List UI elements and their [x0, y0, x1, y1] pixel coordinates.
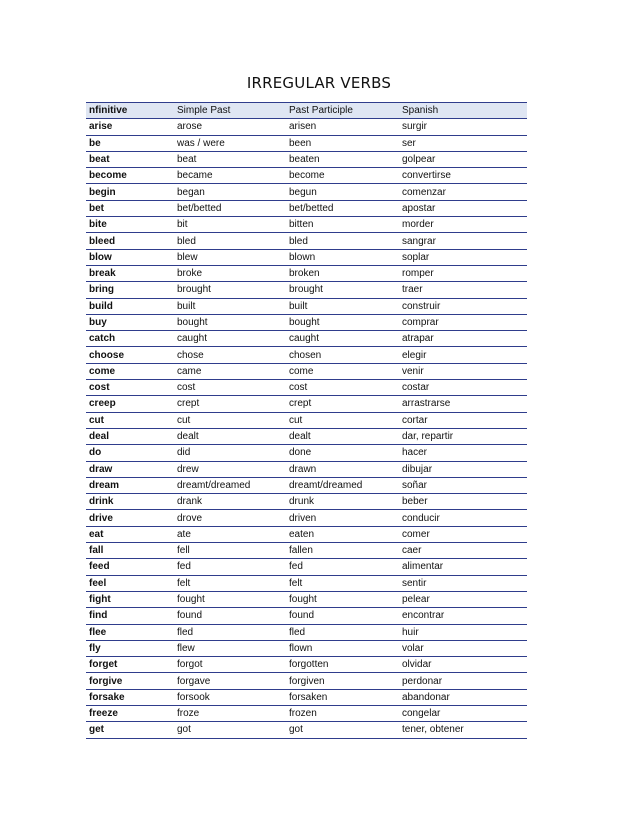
table-row	[86, 331, 527, 347]
cell-past-participle: done	[286, 445, 399, 461]
cell-spanish: sentir	[399, 575, 527, 591]
table-row	[86, 559, 527, 575]
cell-past-participle: blown	[286, 249, 399, 265]
cell-infinitive: break	[86, 265, 174, 281]
table-row	[86, 314, 527, 330]
cell-past-participle: fought	[286, 591, 399, 607]
cell-simple-past: drank	[174, 494, 286, 510]
cell-infinitive: drink	[86, 494, 174, 510]
cell-infinitive: become	[86, 168, 174, 184]
cell-spanish: hacer	[399, 445, 527, 461]
table-row	[86, 640, 527, 656]
header-past-participle: Past Participle	[286, 103, 399, 119]
cell-past-participle: dreamt/dreamed	[286, 477, 399, 493]
cell-infinitive: build	[86, 298, 174, 314]
cell-past-participle: arisen	[286, 119, 399, 135]
cell-spanish: congelar	[399, 705, 527, 721]
header-simple-past: Simple Past	[174, 103, 286, 119]
cell-infinitive: come	[86, 363, 174, 379]
cell-infinitive: catch	[86, 331, 174, 347]
cell-simple-past: fell	[174, 543, 286, 559]
cell-spanish: cortar	[399, 412, 527, 428]
cell-infinitive: forsake	[86, 689, 174, 705]
cell-infinitive: be	[86, 135, 174, 151]
cell-past-participle: broken	[286, 265, 399, 281]
cell-simple-past: ate	[174, 526, 286, 542]
cell-spanish: surgir	[399, 119, 527, 135]
header-spanish: Spanish	[399, 103, 527, 119]
table-row	[86, 624, 527, 640]
cell-past-participle: cut	[286, 412, 399, 428]
cell-simple-past: dreamt/dreamed	[174, 477, 286, 493]
cell-simple-past: flew	[174, 640, 286, 656]
cell-infinitive: freeze	[86, 705, 174, 721]
table-row	[86, 526, 527, 542]
cell-simple-past: cost	[174, 380, 286, 396]
table-row	[86, 608, 527, 624]
cell-spanish: golpear	[399, 151, 527, 167]
cell-spanish: caer	[399, 543, 527, 559]
cell-infinitive: get	[86, 722, 174, 738]
cell-spanish: ser	[399, 135, 527, 151]
cell-spanish: huir	[399, 624, 527, 640]
cell-infinitive: fly	[86, 640, 174, 656]
cell-infinitive: blow	[86, 249, 174, 265]
cell-simple-past: began	[174, 184, 286, 200]
cell-past-participle: bitten	[286, 217, 399, 233]
cell-spanish: costar	[399, 380, 527, 396]
cell-simple-past: fled	[174, 624, 286, 640]
cell-past-participle: beaten	[286, 151, 399, 167]
cell-past-participle: crept	[286, 396, 399, 412]
cell-spanish: comprar	[399, 314, 527, 330]
cell-past-participle: flown	[286, 640, 399, 656]
table-row	[86, 135, 527, 151]
cell-infinitive: forgive	[86, 673, 174, 689]
cell-infinitive: eat	[86, 526, 174, 542]
table-row	[86, 705, 527, 721]
table-row	[86, 722, 527, 738]
table-row	[86, 461, 527, 477]
cell-past-participle: begun	[286, 184, 399, 200]
cell-infinitive: drive	[86, 510, 174, 526]
cell-past-participle: bought	[286, 314, 399, 330]
cell-past-participle: cost	[286, 380, 399, 396]
table-row	[86, 363, 527, 379]
cell-infinitive: cut	[86, 412, 174, 428]
cell-past-participle: frozen	[286, 705, 399, 721]
table-row	[86, 184, 527, 200]
cell-spanish: pelear	[399, 591, 527, 607]
header-infinitive: nfinitive	[86, 103, 174, 119]
cell-past-participle: bet/betted	[286, 200, 399, 216]
table-row	[86, 119, 527, 135]
cell-simple-past: fought	[174, 591, 286, 607]
table-row	[86, 298, 527, 314]
cell-spanish: arrastrarse	[399, 396, 527, 412]
cell-simple-past: arose	[174, 119, 286, 135]
cell-simple-past: beat	[174, 151, 286, 167]
cell-simple-past: bet/betted	[174, 200, 286, 216]
table-row	[86, 591, 527, 607]
cell-infinitive: fall	[86, 543, 174, 559]
cell-simple-past: bought	[174, 314, 286, 330]
table-row	[86, 428, 527, 444]
cell-spanish: soplar	[399, 249, 527, 265]
cell-simple-past: caught	[174, 331, 286, 347]
cell-infinitive: bring	[86, 282, 174, 298]
cell-simple-past: chose	[174, 347, 286, 363]
cell-spanish: beber	[399, 494, 527, 510]
cell-simple-past: forgot	[174, 657, 286, 673]
cell-simple-past: cut	[174, 412, 286, 428]
table-row	[86, 477, 527, 493]
cell-past-participle: built	[286, 298, 399, 314]
cell-past-participle: chosen	[286, 347, 399, 363]
cell-simple-past: drew	[174, 461, 286, 477]
cell-simple-past: got	[174, 722, 286, 738]
cell-simple-past: bit	[174, 217, 286, 233]
table-row	[86, 168, 527, 184]
table-row	[86, 494, 527, 510]
cell-infinitive: bleed	[86, 233, 174, 249]
cell-past-participle: got	[286, 722, 399, 738]
table-row	[86, 200, 527, 216]
cell-spanish: elegir	[399, 347, 527, 363]
cell-spanish: morder	[399, 217, 527, 233]
cell-infinitive: bet	[86, 200, 174, 216]
cell-infinitive: buy	[86, 314, 174, 330]
cell-spanish: romper	[399, 265, 527, 281]
cell-infinitive: arise	[86, 119, 174, 135]
cell-spanish: comenzar	[399, 184, 527, 200]
cell-infinitive: flee	[86, 624, 174, 640]
cell-spanish: alimentar	[399, 559, 527, 575]
table-row	[86, 151, 527, 167]
table-row	[86, 673, 527, 689]
cell-spanish: soñar	[399, 477, 527, 493]
table-row	[86, 657, 527, 673]
cell-simple-past: came	[174, 363, 286, 379]
cell-spanish: convertirse	[399, 168, 527, 184]
table-row	[86, 282, 527, 298]
cell-past-participle: fed	[286, 559, 399, 575]
cell-spanish: venir	[399, 363, 527, 379]
cell-infinitive: fight	[86, 591, 174, 607]
cell-spanish: traer	[399, 282, 527, 298]
cell-infinitive: do	[86, 445, 174, 461]
table-row	[86, 217, 527, 233]
cell-simple-past: brought	[174, 282, 286, 298]
cell-infinitive: forget	[86, 657, 174, 673]
cell-spanish: comer	[399, 526, 527, 542]
cell-simple-past: fed	[174, 559, 286, 575]
table-row	[86, 689, 527, 705]
cell-past-participle: drawn	[286, 461, 399, 477]
cell-past-participle: forgiven	[286, 673, 399, 689]
cell-spanish: conducir	[399, 510, 527, 526]
cell-past-participle: driven	[286, 510, 399, 526]
table-row	[86, 396, 527, 412]
cell-simple-past: broke	[174, 265, 286, 281]
cell-simple-past: forgave	[174, 673, 286, 689]
cell-past-participle: bled	[286, 233, 399, 249]
cell-past-participle: become	[286, 168, 399, 184]
cell-spanish: atrapar	[399, 331, 527, 347]
table-row	[86, 249, 527, 265]
cell-past-participle: drunk	[286, 494, 399, 510]
cell-simple-past: crept	[174, 396, 286, 412]
table-row	[86, 543, 527, 559]
cell-past-participle: forsaken	[286, 689, 399, 705]
cell-infinitive: dream	[86, 477, 174, 493]
cell-spanish: sangrar	[399, 233, 527, 249]
cell-past-participle: found	[286, 608, 399, 624]
cell-spanish: volar	[399, 640, 527, 656]
cell-infinitive: feel	[86, 575, 174, 591]
cell-past-participle: caught	[286, 331, 399, 347]
cell-simple-past: built	[174, 298, 286, 314]
cell-infinitive: draw	[86, 461, 174, 477]
table-row	[86, 445, 527, 461]
table-row	[86, 380, 527, 396]
cell-spanish: abandonar	[399, 689, 527, 705]
cell-infinitive: choose	[86, 347, 174, 363]
cell-simple-past: bled	[174, 233, 286, 249]
cell-infinitive: begin	[86, 184, 174, 200]
table-row	[86, 233, 527, 249]
irregular-verbs-table	[86, 102, 527, 739]
page-title: IRREGULAR VERBS	[246, 74, 392, 92]
cell-past-participle: dealt	[286, 428, 399, 444]
cell-simple-past: became	[174, 168, 286, 184]
cell-spanish: olvidar	[399, 657, 527, 673]
cell-spanish: dar, repartir	[399, 428, 527, 444]
cell-past-participle: felt	[286, 575, 399, 591]
table-row	[86, 575, 527, 591]
cell-simple-past: was / were	[174, 135, 286, 151]
cell-spanish: encontrar	[399, 608, 527, 624]
cell-simple-past: drove	[174, 510, 286, 526]
table-header	[86, 103, 527, 119]
cell-simple-past: found	[174, 608, 286, 624]
cell-spanish: apostar	[399, 200, 527, 216]
cell-infinitive: feed	[86, 559, 174, 575]
cell-past-participle: eaten	[286, 526, 399, 542]
cell-simple-past: froze	[174, 705, 286, 721]
cell-past-participle: brought	[286, 282, 399, 298]
header-row	[86, 103, 527, 119]
cell-past-participle: fallen	[286, 543, 399, 559]
cell-past-participle: fled	[286, 624, 399, 640]
cell-infinitive: beat	[86, 151, 174, 167]
cell-simple-past: did	[174, 445, 286, 461]
cell-spanish: construir	[399, 298, 527, 314]
cell-infinitive: cost	[86, 380, 174, 396]
cell-simple-past: felt	[174, 575, 286, 591]
cell-infinitive: find	[86, 608, 174, 624]
cell-past-participle: come	[286, 363, 399, 379]
cell-simple-past: dealt	[174, 428, 286, 444]
table-row	[86, 347, 527, 363]
table-body	[86, 119, 527, 738]
table-row	[86, 265, 527, 281]
cell-past-participle: been	[286, 135, 399, 151]
cell-spanish: perdonar	[399, 673, 527, 689]
cell-infinitive: bite	[86, 217, 174, 233]
cell-spanish: tener, obtener	[399, 722, 527, 738]
cell-infinitive: creep	[86, 396, 174, 412]
table-row	[86, 412, 527, 428]
cell-spanish: dibujar	[399, 461, 527, 477]
cell-simple-past: forsook	[174, 689, 286, 705]
cell-past-participle: forgotten	[286, 657, 399, 673]
cell-infinitive: deal	[86, 428, 174, 444]
cell-simple-past: blew	[174, 249, 286, 265]
table-row	[86, 510, 527, 526]
